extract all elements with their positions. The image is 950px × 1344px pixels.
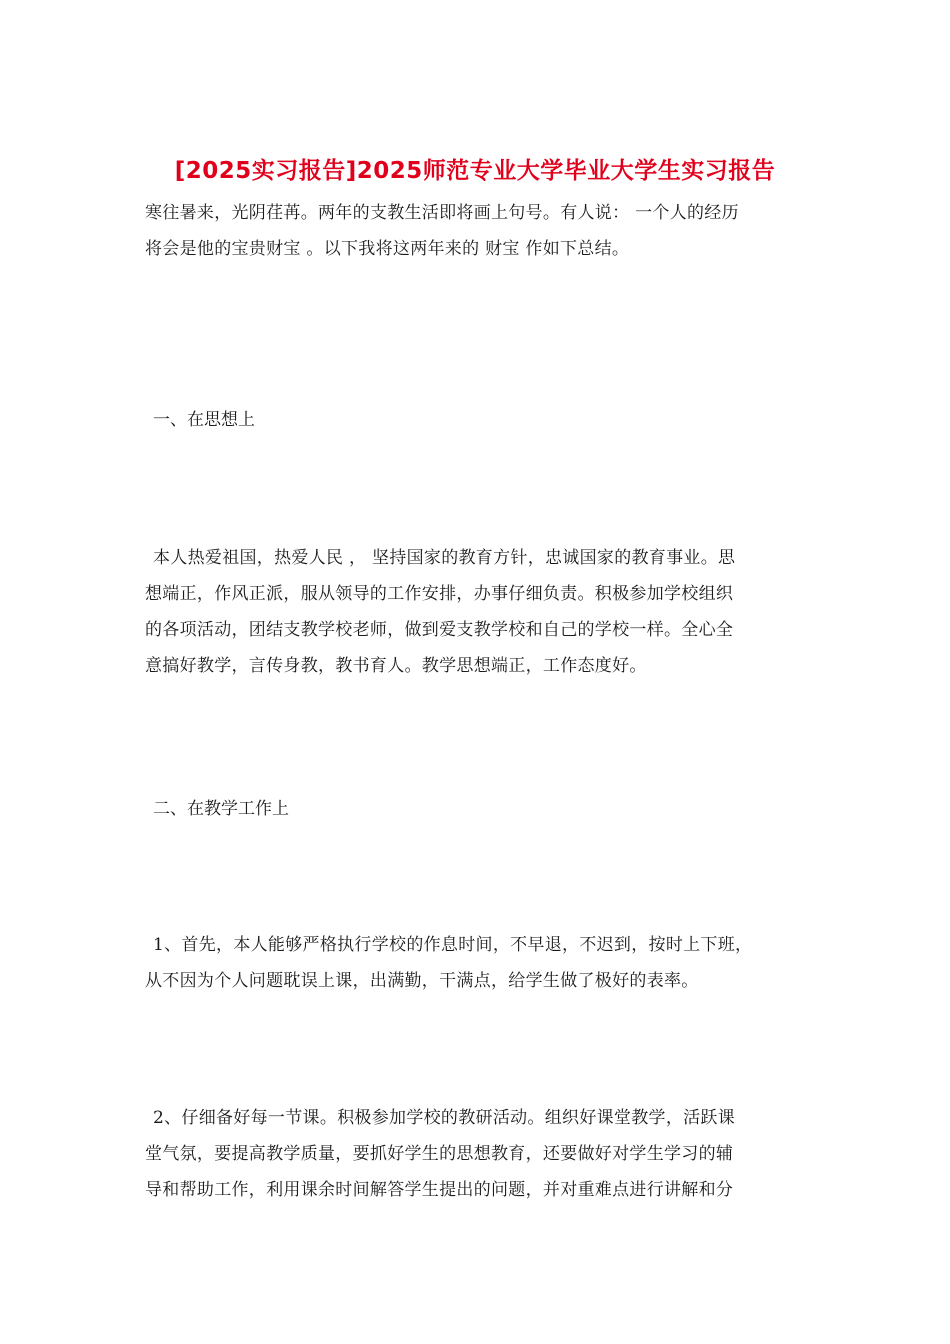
paragraph-line: 导和帮助工作，利用课余时间解答学生提出的问题，并对重难点进行讲解和分 bbox=[145, 1180, 734, 1200]
paragraph-line: 1、首先，本人能够严格执行学校的作息时间，不早退，不迟到，按时上下班， bbox=[153, 935, 753, 955]
paragraph-line: 从不因为个人问题耽误上课，出满勤，干满点，给学生做了极好的表率。 bbox=[145, 971, 699, 991]
paragraph-line: 2、仔细备好每一节课。积极参加学校的教研活动。组织好课堂教学，活跃课 bbox=[153, 1108, 736, 1128]
intro-paragraph bbox=[145, 195, 805, 267]
intro-line: 将会是他的宝贵财宝 。以下我将这两年来的 财宝 作如下总结。 bbox=[145, 239, 630, 259]
item2-paragraph bbox=[145, 1100, 805, 1208]
intro-line: 寒往暑来，光阴荏苒。两年的支教生活即将画上句号。有人说： 一个人的经历 bbox=[145, 203, 739, 223]
paragraph-line: 本人热爱祖国，热爱人民 ， 坚持国家的教育方针，忠诚国家的教育事业。思 bbox=[153, 548, 736, 568]
paragraph-line: 意搞好教学，言传身教，教书育人。教学思想端正，工作态度好。 bbox=[145, 656, 647, 676]
section-heading-thought: 一、在思想上 bbox=[153, 410, 255, 430]
paragraph-line: 堂气氛，要提高教学质量，要抓好学生的思想教育，还要做好对学生学习的辅 bbox=[145, 1144, 734, 1164]
paragraph-line: 的各项活动，团结支教学校老师，做到爱支教学校和自己的学校一样。全心全 bbox=[145, 620, 734, 640]
item1-paragraph bbox=[145, 927, 805, 999]
document-title: [2025实习报告]2025师范专业大学毕业大学生实习报告 bbox=[174, 158, 776, 184]
section-heading-teaching: 二、在教学工作上 bbox=[153, 799, 289, 819]
section1-paragraph bbox=[145, 540, 805, 684]
paragraph-line: 想端正，作风正派，服从领导的工作安排，办事仔细负责。积极参加学校组织 bbox=[145, 584, 734, 604]
